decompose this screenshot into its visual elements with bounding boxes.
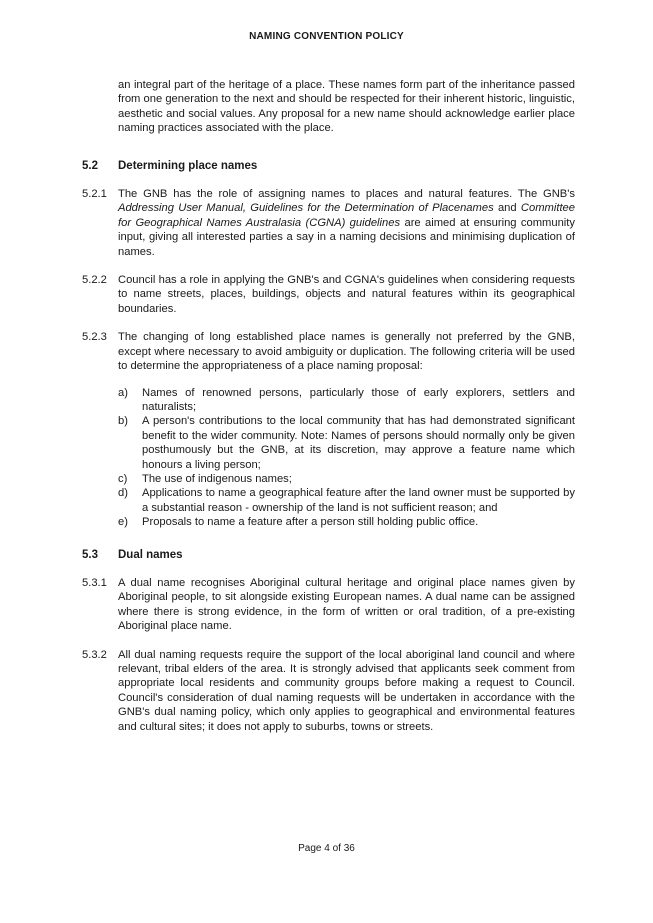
list-text: The use of indigenous names;: [142, 472, 292, 485]
list-letter: a): [118, 386, 128, 399]
section-title: Dual names: [118, 548, 183, 561]
clause-text: A dual name recognises Aboriginal cultural heritage and original place names given by Aboriginal people, to sit alongside existing European names. A dual name can be assigned where there is strong evidence, in the form of written or oral tradition, of a pre-existing Aboriginal place name.: [118, 576, 575, 633]
clause-number: 5.3.1: [82, 576, 107, 589]
clause-number: 5.2.2: [82, 274, 107, 287]
page-body: [82, 78, 575, 748]
clause-text: [118, 187, 575, 259]
list-text: Applications to name a geographical feature after the land owner must be supported by a substantial reason - ownership of the land is not sufficient reason; and: [142, 487, 575, 514]
clause-text: Council has a role in applying the GNB's and CGNA's guidelines when considering requests to name streets, places, buildings, objects and natural features within its geographical boundaries.: [118, 274, 575, 315]
clause-text: All dual naming requests require the support of the local aboriginal land council and where relevant, tribal elders of the area. It is strongly advised that applicants seek comment from appropriate local residents and community groups before making a request to Council. Council's consideration of dual naming requests will be undertaken in accordance with the GNB's dual naming policy, which only applies to geographical and environmental features and cultural sites; it does not apply to suburbs, towns or streets.: [118, 648, 575, 733]
page-number: Page 4 of 36: [298, 843, 355, 854]
list-text: Names of renowned persons, particularly those of early explorers, settlers and naturalists;: [142, 386, 575, 413]
list-item: [118, 486, 575, 515]
section-number: 5.3: [82, 548, 98, 561]
section-title: Determining place names: [118, 159, 258, 172]
clause-body: [118, 330, 575, 529]
clause-number: 5.3.2: [82, 648, 107, 661]
document-title-cgna-guidelines: Committee for Geographical Names Australasia (CGNA) guidelines: [118, 202, 575, 229]
list-text: A person's contributions to the local community that has had demonstrated significant benefit to the wider community. Note: Names of persons should normally only be given posthumously but the GNB, at its discretion, may approve a feature name which honours a living person;: [142, 415, 575, 471]
clause-5-2-2: [82, 273, 575, 316]
list-item: [118, 414, 575, 472]
list-letter: e): [118, 516, 128, 529]
list-text: Proposals to name a feature after a person still holding public office.: [142, 516, 479, 529]
section-number: 5.2: [82, 159, 98, 172]
list-item: [118, 515, 575, 529]
list-item: [118, 386, 575, 415]
clause-number: 5.2.3: [82, 331, 107, 344]
list-item: [118, 472, 575, 486]
intro-paragraph: an integral part of the heritage of a place. These names form part of the inheritance passed from one generation to the next and should be respected for their inherent historic, linguistic, aesthetic and social values. Any proposal for a new name should acknowledge earlier place naming practices associated with the place.: [118, 79, 575, 135]
list-letter: d): [118, 487, 128, 500]
clause-text: The changing of long established place names is generally not preferred by the GNB, except where necessary to avoid ambiguity or duplication. The following criteria will be used to determine the appropriateness of a place naming proposal:: [118, 331, 575, 373]
clause-5-2-1: [82, 187, 575, 259]
clause-text-part: are aimed at ensuring community input, giving all interested parties a say in a naming decisions and minimising duplication of names.: [118, 216, 575, 258]
list-letter: b): [118, 415, 128, 428]
section-heading-5-2: [82, 159, 575, 173]
criteria-list: [118, 386, 575, 530]
clause-5-2-3: [82, 330, 575, 529]
clause-text-part: The GNB has the role of assigning names to places and natural features. The GNB's: [118, 188, 575, 201]
list-letter: c): [118, 472, 128, 485]
clause-text-part: and: [493, 202, 521, 215]
clause-number: 5.2.1: [82, 188, 107, 201]
clause-5-3-2: [82, 648, 575, 734]
document-header: NAMING CONVENTION POLICY: [249, 31, 404, 42]
section-heading-5-3: [82, 548, 575, 562]
document-title-addressing-manual: Addressing User Manual, Guidelines for the Determination of Placenames: [118, 202, 494, 215]
clause-5-3-1: [82, 576, 575, 634]
